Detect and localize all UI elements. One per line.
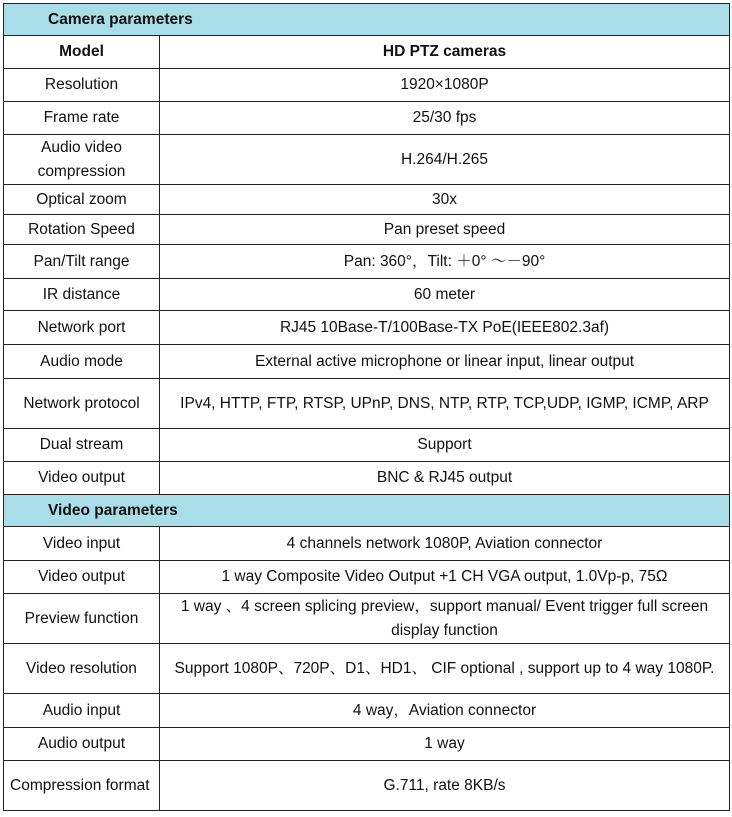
- table-row: [4, 462, 730, 495]
- section-title: Video parameters: [4, 495, 730, 527]
- row-label: Audio input: [4, 694, 160, 728]
- row-value: 30x: [160, 185, 730, 215]
- table-row: [4, 185, 730, 215]
- section-camera-parameters: [4, 4, 730, 36]
- row-label: Network port: [4, 311, 160, 345]
- row-label: Network protocol: [4, 379, 160, 429]
- row-value: Pan preset speed: [160, 215, 730, 245]
- section-title: Camera parameters: [4, 4, 730, 36]
- section-video-parameters: [4, 495, 730, 527]
- row-label: Video output: [4, 462, 160, 495]
- row-value: Support: [160, 429, 730, 462]
- row-label: Dual stream: [4, 429, 160, 462]
- spec-table: [3, 3, 730, 811]
- row-label: Resolution: [4, 69, 160, 102]
- row-value: BNC & RJ45 output: [160, 462, 730, 495]
- row-value: External active microphone or linear input, linear output: [160, 345, 730, 379]
- row-value: 25/30 fps: [160, 102, 730, 135]
- row-value: 1 way: [160, 728, 730, 761]
- row-label: Audio output: [4, 728, 160, 761]
- row-label: Frame rate: [4, 102, 160, 135]
- table-row: [4, 527, 730, 561]
- row-label: Pan/Tilt range: [4, 245, 160, 279]
- row-value: G.711, rate 8KB/s: [160, 761, 730, 811]
- table-row: [4, 102, 730, 135]
- row-label: Preview function: [4, 594, 160, 644]
- table-row: [4, 694, 730, 728]
- row-value: 4 channels network 1080P, Aviation connector: [160, 527, 730, 561]
- table-row: [4, 69, 730, 102]
- spec-sheet: [3, 3, 729, 811]
- table-row: [4, 245, 730, 279]
- row-label: Video resolution: [4, 644, 160, 694]
- row-label: Optical zoom: [4, 185, 160, 215]
- model-value: HD PTZ cameras: [160, 36, 730, 69]
- row-value: 60 meter: [160, 279, 730, 311]
- table-row: [4, 311, 730, 345]
- row-value: RJ45 10Base-T/100Base-TX PoE(IEEE802.3af): [160, 311, 730, 345]
- row-value: 1920×1080P: [160, 69, 730, 102]
- row-value: IPv4, HTTP, FTP, RTSP, UPnP, DNS, NTP, RTP, TCP,UDP, IGMP, ICMP, ARP: [160, 379, 730, 429]
- row-label: IR distance: [4, 279, 160, 311]
- table-row: [4, 36, 730, 69]
- row-value: 1 way Composite Video Output +1 CH VGA output, 1.0Vp-p, 75Ω: [160, 561, 730, 594]
- table-row: [4, 429, 730, 462]
- table-row: [4, 561, 730, 594]
- table-row: [4, 279, 730, 311]
- row-value: Support 1080P、720P、D1、HD1、 CIF optional , support up to 4 way 1080P.: [160, 644, 730, 694]
- table-row: [4, 135, 730, 185]
- row-label: Compression format: [4, 761, 160, 811]
- row-label: Audio video compression: [4, 135, 160, 185]
- table-row: [4, 345, 730, 379]
- row-value: H.264/H.265: [160, 135, 730, 185]
- model-label: Model: [4, 36, 160, 69]
- row-label: Video output: [4, 561, 160, 594]
- row-label: Video input: [4, 527, 160, 561]
- table-row: [4, 215, 730, 245]
- row-label: Rotation Speed: [4, 215, 160, 245]
- table-row: [4, 644, 730, 694]
- table-row: [4, 761, 730, 811]
- table-row: [4, 379, 730, 429]
- row-value: 1 way 、4 screen splicing preview，support manual/ Event trigger full screen display function: [160, 594, 730, 644]
- row-value: 4 way，Aviation connector: [160, 694, 730, 728]
- table-row: [4, 728, 730, 761]
- row-value: Pan: 360°，Tilt: ＋0° ～－90°: [160, 245, 730, 279]
- table-row: [4, 594, 730, 644]
- row-label: Audio mode: [4, 345, 160, 379]
